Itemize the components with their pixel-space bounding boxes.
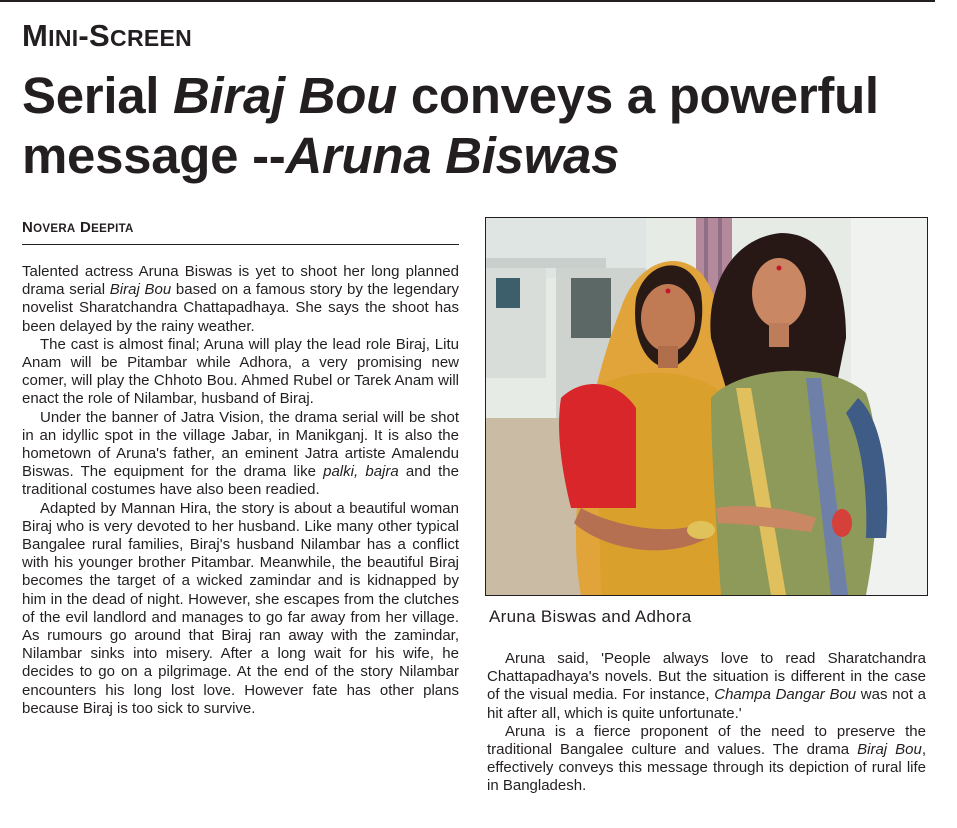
- photo-caption: Aruna Biswas and Adhora: [489, 607, 692, 626]
- article-left-column: [22, 263, 459, 718]
- paragraph: Aruna is a fierce proponent of the need to preserve the traditional Bangalee culture and values. The drama Biraj Bou, effectively conveys this message through its depiction of rural life in Bangladesh.: [487, 722, 926, 795]
- paragraph: Under the banner of Jatra Vision, the drama serial will be shot in an idyllic spot in the village Jabar, in Manikganj. It is also the hometown of Aruna's father, an eminent Jatra artiste Amalendu Biswas. The equipment for the drama like palki, bajra and the traditional costumes have also been readied.: [22, 408, 459, 499]
- paragraph: The cast is almost final; Aruna will play the lead role Biraj, Litu Anam will be Pitambar while Adhora, a very promising new comer, will play the Chhoto Bou. Ahmed Rubel or Tarek Anam will enact the role of Nilambar, husband of Biraj.: [22, 335, 459, 408]
- article-right-column: [487, 650, 926, 796]
- headline: Serial Biraj Bou conveys a powerful message --Aruna Biswas: [22, 67, 879, 184]
- byline: NOVERA DEEPITA: [22, 219, 134, 236]
- section-label: MINI-SCREEN: [22, 18, 193, 53]
- paragraph: Adapted by Mannan Hira, the story is about a beautiful woman Biraj who is very devoted to her husband. Like many other typical Bangalee rural families, Biraj's husband Nilambar has a conflict with his younger brother Pitambar. Meanwhile, the beautiful Biraj becomes the target of a wicked zamindar and is kidnapped by him in the dead of night. However, she escapes from the clutches of the evil landlord and manages to go far away from her village. As rumours go around that Biraj ran away with the zamindar, Nilambar sinks into misery. After a long wait for his wife, he decides to go on a pilgrimage. At the end of the story Nilambar encounters his long lost love. However fate has other plans because Biraj is too sick to survive.: [22, 499, 459, 717]
- paragraph: Talented actress Aruna Biswas is yet to shoot her long planned drama serial Biraj Bou based on a famous story by the legendary novelist Sharatchandra Chattapadhaya. She says the shoot has been delayed by the rainy weather.: [22, 263, 459, 335]
- byline-rule: [22, 244, 459, 245]
- article-photo: [485, 217, 928, 596]
- photo-illustration: [486, 218, 927, 595]
- top-rule: [0, 0, 935, 2]
- paragraph: Aruna said, 'People always love to read Sharatchandra Chattapadhaya's novels. But the situation is different in the case of the visual media. For instance, Champa Dangar Bou was not a hit after all, which is quite unfortunate.': [487, 650, 926, 722]
